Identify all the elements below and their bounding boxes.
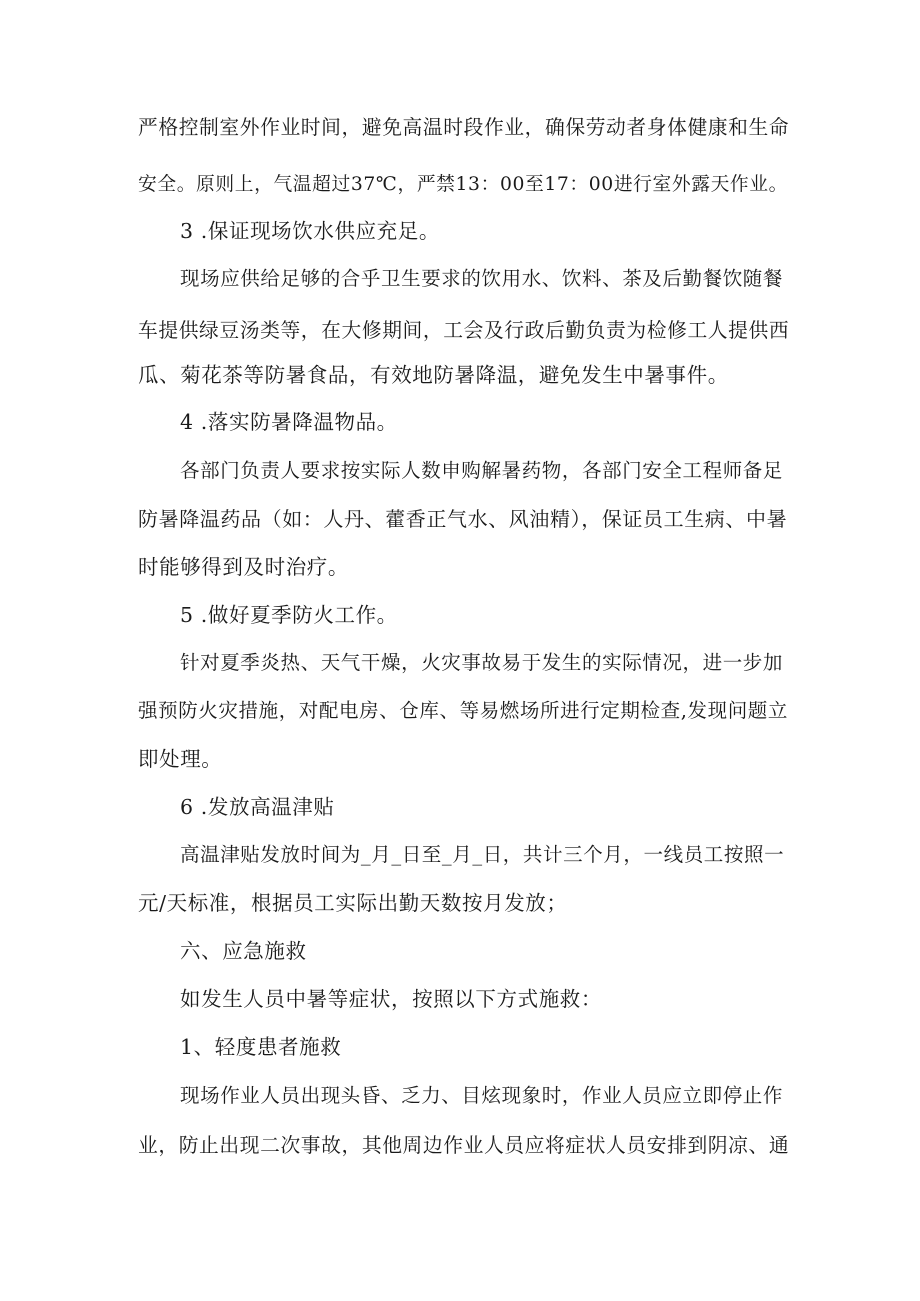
- paragraph-line: 防暑降温药品（如：人丹、藿香正气水、风油精），保证员工生病、中暑: [138, 507, 788, 531]
- paragraph-line: 安全。原则上，气温超过37℃，严禁13：00至17：00进行室外露天作业。: [138, 174, 788, 195]
- section-heading: 六、应急施救: [180, 939, 307, 963]
- paragraph-line: 各部门负责人要求按实际人数申购解暑药物，各部门安全工程师备足: [180, 459, 784, 482]
- paragraph-line: 现场作业人员出现头昏、乏力、目炫现象时，作业人员应立即停止作: [180, 1084, 784, 1107]
- paragraph-line: 如发生人员中暑等症状，按照以下方式施救：: [180, 987, 602, 1011]
- paragraph-line: 针对夏季炎热、天气干燥，火灾事故易于发生的实际情况，进一步加: [180, 651, 784, 674]
- paragraph-line: 车提供绿豆汤类等，在大修期间，工会及行政后勤负责为检修工人提供西: [138, 319, 790, 342]
- paragraph-line: 强预防火灾措施，对配电房、仓库、等易燃场所进行定期检查,发现问题立: [138, 699, 788, 722]
- section-heading: 4 .落实防暑降温物品。: [180, 410, 398, 434]
- section-heading: 1、轻度患者施救: [180, 1035, 342, 1059]
- section-heading: 3 .保证现场饮水供应充足。: [180, 219, 440, 243]
- section-heading: 5 .做好夏季防火工作。: [180, 603, 398, 627]
- paragraph-line: 即处理。: [138, 747, 223, 771]
- paragraph-line: 业，防止出现二次事故，其他周边作业人员应将症状人员安排到阴凉、通: [138, 1134, 790, 1157]
- paragraph-line: 元/天标准，根据员工实际出勤天数按月发放；: [138, 891, 568, 915]
- paragraph-line: 瓜、菊花茶等防暑食品，有效地防暑降温，避免发生中暑事件。: [138, 363, 729, 387]
- paragraph-line: 时能够得到及时治疗。: [138, 555, 349, 579]
- paragraph-line: 严格控制室外作业时间，避免高温时段作业，确保劳动者身体健康和生命: [138, 116, 790, 139]
- section-heading: 6 .发放高温津贴: [180, 795, 335, 819]
- paragraph-line: 高温津贴发放时间为_月_日至_月_日，共计三个月，一线员工按照一: [180, 843, 785, 866]
- paragraph-line: 现场应供给足够的合乎卫生要求的饮用水、饮料、茶及后勤餐饮随餐: [180, 267, 784, 290]
